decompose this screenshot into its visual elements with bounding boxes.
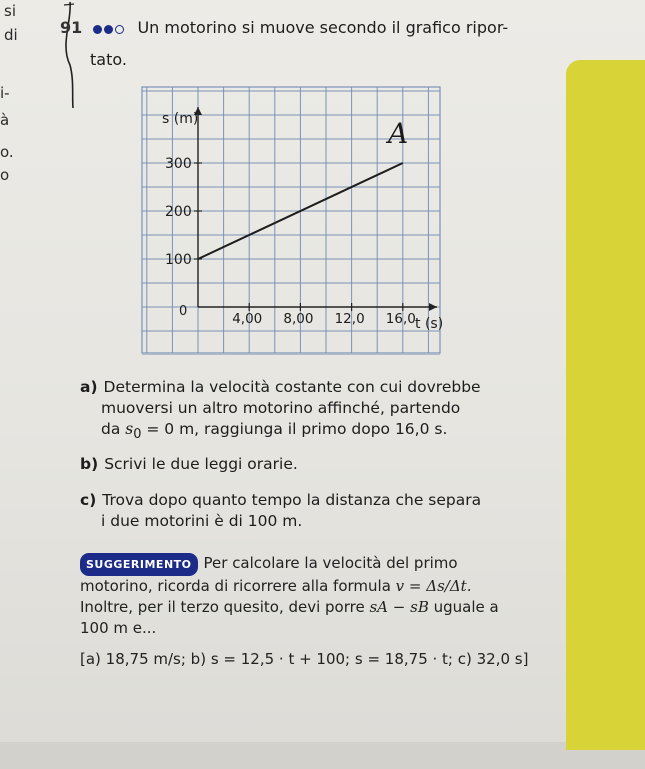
question-b	[80, 454, 298, 475]
y-tick-label: 200	[165, 204, 192, 220]
margin-fragment: à	[0, 111, 10, 129]
x-axis-arrow	[429, 303, 437, 311]
page-side-tab	[566, 60, 645, 750]
margin-fragment: o	[0, 166, 10, 184]
question-text: Scrivi le due leggi orarie.	[104, 455, 298, 473]
question-text: Determina la velocità costante con cui dovrebbe	[103, 378, 481, 396]
question-label: a)	[80, 378, 98, 396]
problem-statement: Un motorino si muove secondo il grafico ripor-	[137, 18, 509, 37]
hint-text: 100 m e...	[80, 619, 157, 637]
hint-box	[80, 553, 560, 639]
y-tick-label: 100	[165, 252, 192, 268]
x-tick-label: 12,0	[334, 311, 365, 327]
question-text: muoversi un altro motorino affinché, partendo	[101, 399, 461, 417]
question-c	[80, 490, 481, 532]
x-axis-label: t (s)	[415, 316, 444, 332]
x-tick-label: 16,0	[385, 311, 416, 327]
margin-fragment: di	[4, 26, 18, 44]
margin-fragment: i-	[0, 84, 10, 102]
question-text: Trova dopo quanto tempo la distanza che separa	[102, 491, 482, 509]
margin-fragment: si	[4, 2, 16, 20]
problem-number: 91	[60, 18, 83, 37]
problem-header	[60, 18, 508, 38]
hint-text: motorino, ricorda di ricorrere alla formula v = Δs/Δt.	[80, 577, 472, 595]
question-text: da $s_0 = 0$ m, raggiunga il primo dopo 16,0 s.	[101, 420, 448, 443]
problem-statement-continued: tato.	[90, 50, 127, 69]
page-bottom-edge	[0, 742, 645, 769]
origin-label: 0	[179, 304, 188, 319]
position-time-graph	[140, 85, 445, 355]
margin-fragment: o.	[0, 143, 14, 161]
difficulty-dots-icon	[93, 19, 126, 38]
x-tick-label: 4,00	[232, 311, 263, 327]
question-label: b)	[80, 455, 99, 473]
graph-canvas	[140, 85, 445, 355]
answers: [a) 18,75 m/s; b) s = 12,5 · t + 100; s = 18,75 · t; c) 32,0 s]	[80, 650, 529, 668]
hint-text: Inoltre, per il terzo quesito, devi porre sA − sB uguale a	[80, 598, 499, 616]
handwritten-annotation: A	[388, 117, 409, 150]
x-tick-label: 8,00	[283, 311, 314, 327]
y-tick-label: 300	[165, 156, 192, 172]
y-axis-label: s (m)	[162, 111, 199, 127]
graph-ticks	[165, 156, 416, 327]
question-text: i due motorini è di 100 m.	[101, 512, 303, 530]
question-label: c)	[80, 491, 97, 509]
question-a	[80, 377, 481, 445]
hint-text: Per calcolare la velocità del primo	[203, 554, 458, 572]
hint-badge: SUGGERIMENTO	[80, 553, 198, 576]
